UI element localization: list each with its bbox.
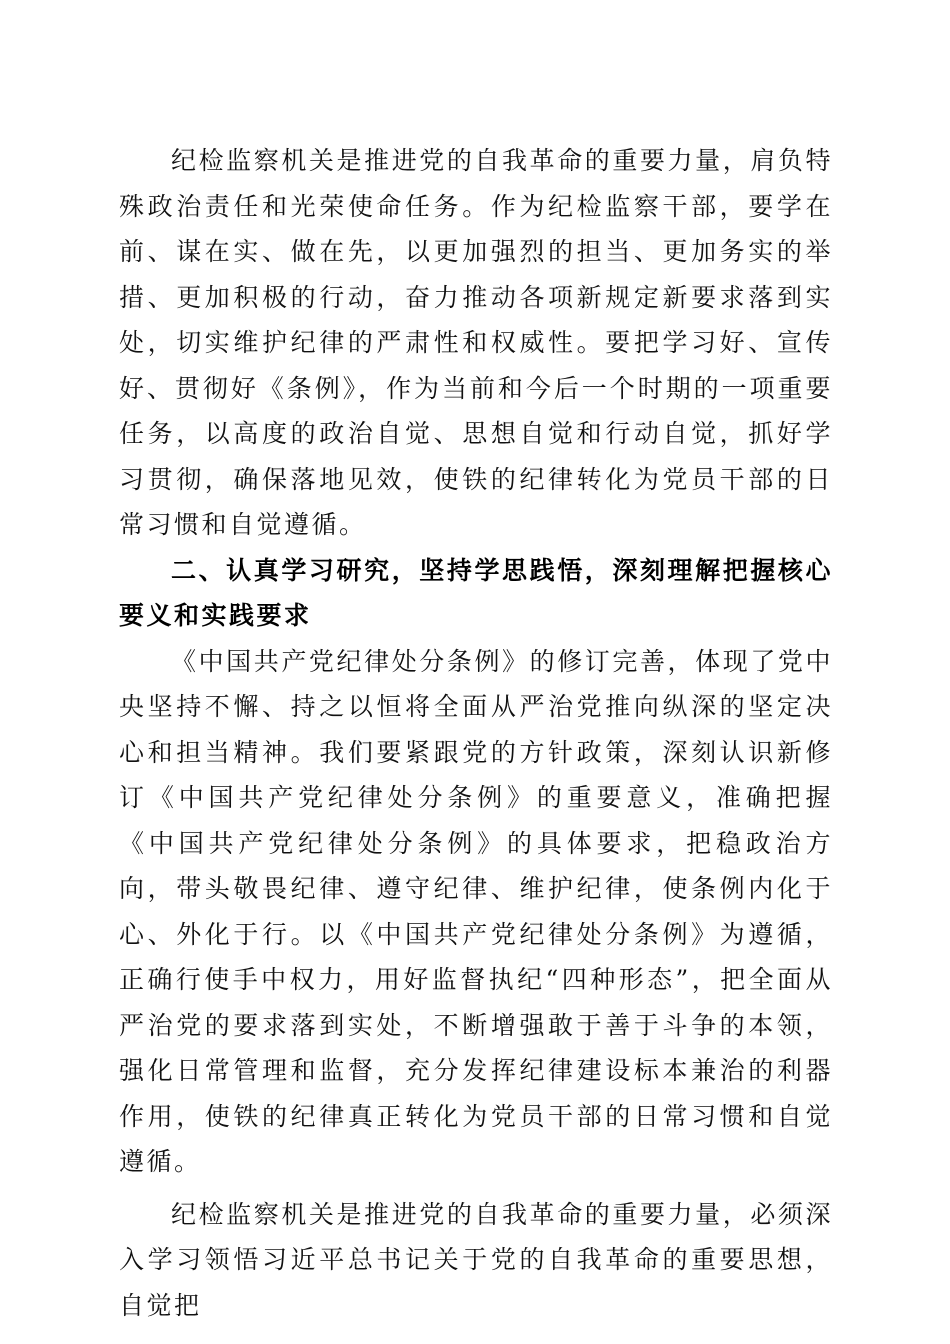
document-body: [119, 138, 833, 1328]
paragraph-intro: 纪检监察机关是推进党的自我革命的重要力量，肩负特殊政治责任和光荣使命任务。作为纪检监察干部，要学在前、谋在实、做在先，以更加强烈的担当、更加务实的举措、更加积极的行动，奋力推动各项新规定新要求落到实处，切实维护纪律的严肃性和权威性。要把学习好、宣传好、贯彻好《条例》，作为当前和今后一个时期的一项重要任务，以高度的政治自觉、思想自觉和行动自觉，抓好学习贯彻，确保落地见效，使铁的纪律转化为党员干部的日常习惯和自觉遵循。: [119, 146, 833, 539]
paragraph-self-revolution: 纪检监察机关是推进党的自我革命的重要力量，必须深入学习领悟习近平总书记关于党的自我革命的重要思想，自觉把: [119, 1199, 833, 1320]
section-heading-two: 二、认真学习研究，坚持学思践悟，深刻理解把握核心要义和实践要求: [119, 555, 833, 630]
paragraph-regulations: 《中国共产党纪律处分条例》的修订完善，体现了党中央坚持不懈、持之以恒将全面从严治党推向纵深的坚定决心和担当精神。我们要紧跟党的方针政策，深刻认识新修订《中国共产党纪律处分条例》的重要意义，准确把握《中国共产党纪律处分条例》的具体要求，把稳政治方向，带头敬畏纪律、遵守纪律、维护纪律，使条例内化于心、外化于行。以《中国共产党纪律处分条例》为遵循，正确行使手中权力，用好监督执纪“四种形态”，把全面从严治党的要求落到实处，不断增强敢于善于斗争的本领，强化日常管理和监督，充分发挥纪律建设标本兼治的利器作用，使铁的纪律真正转化为党员干部的日常习惯和自觉遵循。: [119, 646, 833, 1176]
